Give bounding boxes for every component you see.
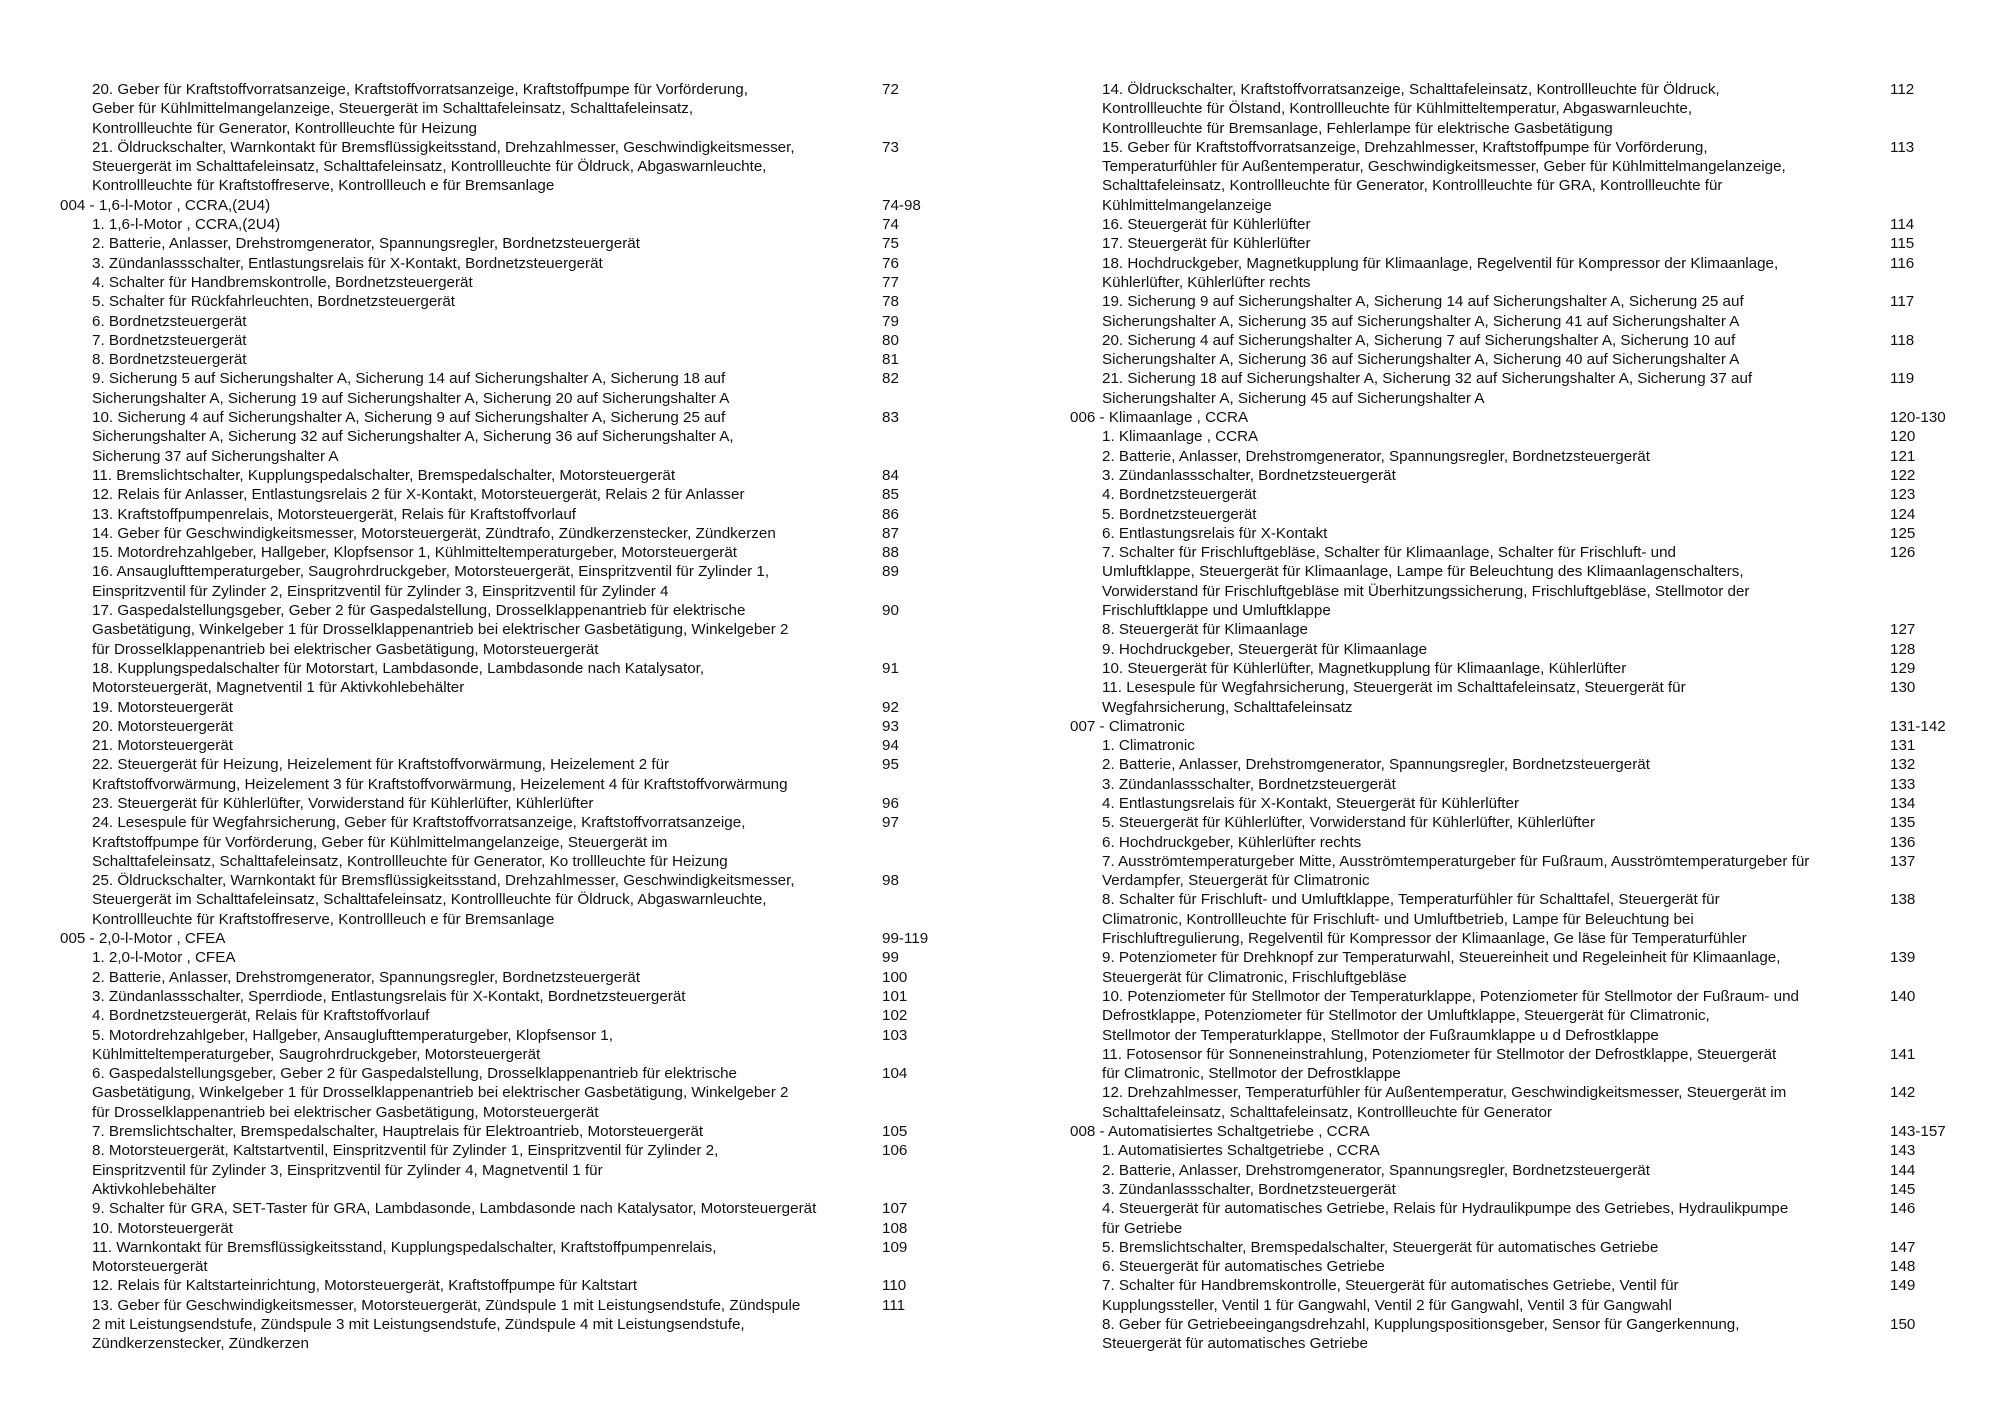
entry-title: 10. Steuergerät für Kühlerlüfter, Magnetkupplung für Klimaanlage, Kühlerlüfter (1102, 659, 1627, 677)
entry-title: 3. Zündanlassschalter, Sperrdiode, Entlastungsrelais für X-Kontakt, Bordnetzsteuergerät (92, 987, 686, 1005)
entry-title: 8. Motorsteuergerät, Kaltstartventil, Einspritzventil für Zylinder 1, Einspritzventil für Zylinder 2, Einspritzventil für Zylinder 3, Einspritzventil für Zylinder 4, Magnetventil 1 für Aktivkohlebehälter (92, 1142, 719, 1198)
section-title: 005 - 2,0-l-Motor , CFEA (60, 930, 226, 948)
entry-page-number: 108 (882, 1219, 908, 1237)
toc-entry (60, 234, 960, 253)
toc-entry (1070, 640, 1970, 659)
entry-title: 2. Batterie, Anlasser, Drehstromgenerator, Spannungsregler, Bordnetzsteuergerät (92, 968, 640, 986)
entry-title: 19. Motorsteuergerät (92, 698, 233, 716)
toc-entry (60, 698, 960, 717)
toc-entry (60, 408, 960, 466)
entry-page-number: 125 (1890, 524, 1916, 542)
entry-title: 7. Bremslichtschalter, Bremspedalschalter, Hauptrelais für Elektroantrieb, Motorsteuergerät (92, 1123, 704, 1141)
entry-title: 8. Steuergerät für Klimaanlage (1102, 621, 1308, 639)
entry-title: 11. Bremslichtschalter, Kupplungspedalschalter, Bremspedalschalter, Motorsteuergerät (92, 466, 676, 484)
entry-page-number: 73 (882, 138, 899, 156)
entry-title: 2. Batterie, Anlasser, Drehstromgenerator, Spannungsregler, Bordnetzsteuergerät (1102, 447, 1650, 465)
toc-entry (1070, 234, 1970, 253)
toc-left-column (60, 80, 960, 1354)
section-title: 007 - Climatronic (1070, 717, 1185, 735)
entry-title: 10. Motorsteuergerät (92, 1219, 233, 1237)
entry-page-number: 99 (882, 949, 899, 967)
entry-title: 4. Bordnetzsteuergerät, Relais für Kraftstoffvorlauf (92, 1007, 430, 1025)
section-page-range: 74-98 (882, 196, 921, 214)
entry-title: 7. Ausströmtemperaturgeber Mitte, Ausströmtemperaturgeber für Fußraum, Ausströmtemperaturgeber für Verdampfer, Steuergerät für Climatronic (1102, 852, 1810, 890)
entry-page-number: 127 (1890, 621, 1916, 639)
entry-page-number: 76 (882, 254, 899, 272)
entry-page-number: 106 (882, 1142, 908, 1160)
entry-title: 21. Motorsteuergerät (92, 737, 233, 755)
entry-title: 2. Batterie, Anlasser, Drehstromgenerator, Spannungsregler, Bordnetzsteuergerät (1102, 756, 1650, 774)
entry-page-number: 149 (1890, 1277, 1916, 1295)
entry-title: 3. Zündanlassschalter, Bordnetzsteuergerät (1102, 1180, 1396, 1198)
entry-page-number: 75 (882, 235, 899, 253)
section-page-range: 143-157 (1890, 1123, 1946, 1141)
toc-entry (1070, 890, 1970, 948)
entry-title: 9. Sicherung 5 auf Sicherungshalter A, Sicherung 14 auf Sicherungshalter A, Sicherung 18 auf Sicherungshalter A, Sicherung 19 auf Sicherungshalter A, Sicherung 20 auf Sicherungshalter A (92, 370, 730, 407)
entry-page-number: 101 (882, 987, 908, 1005)
entry-title: 5. Bordnetzsteuergerät (1102, 505, 1257, 523)
toc-entry (60, 794, 960, 813)
entry-title: 12. Relais für Kaltstarteinrichtung, Motorsteuergerät, Kraftstoffpumpe für Kaltstart (92, 1277, 638, 1295)
toc-entry (60, 1238, 960, 1277)
entry-page-number: 93 (882, 717, 899, 735)
toc-entry (60, 369, 960, 408)
entry-page-number: 133 (1890, 775, 1916, 793)
entry-page-number: 115 (1890, 235, 1915, 253)
entry-page-number: 129 (1890, 659, 1916, 677)
toc-entry (60, 1122, 960, 1141)
entry-page-number: 78 (882, 293, 899, 311)
toc-entry (1070, 833, 1970, 852)
toc-entry (1070, 138, 1970, 215)
entry-title: 5. Motordrehzahlgeber, Hallgeber, Ansauglufttemperaturgeber, Klopfsensor 1, Kühlmitteltemperaturgeber, Saugrohrdruckgeber, Motorsteuergerät (92, 1026, 613, 1063)
toc-entry (60, 505, 960, 524)
entry-title: 3. Zündanlassschalter, Bordnetzsteuergerät (1102, 775, 1396, 793)
toc-entry (1070, 736, 1970, 755)
toc-entry (1070, 813, 1970, 832)
entry-page-number: 113 (1890, 138, 1915, 156)
toc-entry (1070, 543, 1970, 620)
toc-entry (1070, 215, 1970, 234)
toc-entry (60, 813, 960, 871)
entry-page-number: 134 (1890, 794, 1916, 812)
entry-page-number: 135 (1890, 814, 1916, 832)
toc-entry (1070, 1141, 1970, 1160)
toc-entry (60, 543, 960, 562)
entry-title: 6. Entlastungsrelais für X-Kontakt (1102, 524, 1328, 542)
entry-title: 14. Öldruckschalter, Kraftstoffvorratsanzeige, Schalttafeleinsatz, Kontrollleuchte für Öldruck, Kontrollleuchte für Ölstand, Kontrollleuchte für Kühlmitteltemperatur, Abgaswarnleuchte, Kontrollleuchte für Bremsanlage, Fehlerlampe für elektrische Gasbetätigung (1102, 81, 1720, 137)
toc-entry (1070, 794, 1970, 813)
entry-title: 12. Relais für Anlasser, Entlastungsrelais 2 für X-Kontakt, Motorsteuergerät, Relais 2 für Anlasser (92, 486, 745, 504)
entry-page-number: 144 (1890, 1161, 1916, 1179)
toc-entry (1070, 852, 1970, 891)
entry-page-number: 119 (1890, 370, 1915, 388)
entry-page-number: 91 (882, 659, 899, 677)
entry-title: 25. Öldruckschalter, Warnkontakt für Bremsflüssigkeitsstand, Drehzahlmesser, Geschwindigkeitsmesser, Steuergerät im Schalttafeleinsatz, Schalttafeleinsatz, Kontrollleuchte für Öldruck, Abgaswarnleuchte, Kontrollleuchte für Kraftstoffreserve, Kontrollleuch e für Bremsanlage (92, 872, 795, 928)
entry-page-number: 150 (1890, 1316, 1916, 1333)
toc-entry (60, 736, 960, 755)
entry-page-number: 74 (882, 216, 899, 234)
section-title: 006 - Klimaanlage , CCRA (1070, 409, 1249, 427)
toc-entry (60, 312, 960, 331)
entry-page-number: 130 (1890, 679, 1916, 697)
entry-title: 18. Kupplungspedalschalter für Motorstart, Lambdasonde, Lambdasonde nach Katalysator, Motorsteuergerät, Magnetventil 1 für Aktivkohlebehälter (92, 659, 705, 697)
toc-entry (60, 80, 960, 138)
entry-title: 17. Gaspedalstellungsgeber, Geber 2 für Gaspedalstellung, Drosselklappenantrieb für elektrische Gasbetätigung, Winkelgeber 1 für Drosselklappenantrieb bei elektrischer Gasbetätigung, Winkelgeber 2 für Drosselklappenantrieb bei elektrischer Gasbetätigung, Motorsteuergerät (92, 602, 789, 658)
toc-entry (60, 968, 960, 987)
toc-section-heading (1070, 408, 1970, 427)
entry-title: 8. Schalter für Frischluft- und Umluftklappe, Temperaturfühler für Schalttafel, Steuergerät für Climatronic, Kontrollleuchte für Frischluft- und Umluftbetrieb, Lampe für Beleuchtung bei Frischluftregulierung, Regelventil für Kompressor der Klimaanlage, Ge läse für Temperaturfühler (1102, 891, 1747, 948)
entry-title: 17. Steuergerät für Kühlerlüfter (1102, 235, 1311, 253)
toc-entry (60, 948, 960, 967)
toc-entry (1070, 466, 1970, 485)
entry-title: 6. Hochdruckgeber, Kühlerlüfter rechts (1102, 833, 1362, 851)
entry-page-number: 100 (882, 968, 908, 986)
toc-entry (60, 1141, 960, 1199)
toc-entry (1070, 427, 1970, 446)
entry-title: 6. Gaspedalstellungsgeber, Geber 2 für Gaspedalstellung, Drosselklappenantrieb für elektrische Gasbetätigung, Winkelgeber 1 für Drosselklappenantrieb bei elektrischer Gasbetätigung, Winkelgeber 2 für Drosselklappenantrieb bei elektrischer Gasbetätigung, Motorsteuergerät (92, 1065, 789, 1121)
toc-entry (1070, 254, 1970, 293)
entry-title: 5. Steuergerät für Kühlerlüfter, Vorwiderstand für Kühlerlüfter, Kühlerlüfter (1102, 814, 1596, 832)
entry-page-number: 146 (1890, 1200, 1916, 1218)
toc-entry (1070, 659, 1970, 678)
toc-entry (60, 1296, 960, 1354)
toc-entry (60, 562, 960, 601)
toc-entry (60, 254, 960, 273)
entry-title: 9. Hochdruckgeber, Steuergerät für Klimaanlage (1102, 640, 1428, 658)
entry-page-number: 104 (882, 1065, 908, 1083)
entry-page-number: 148 (1890, 1258, 1916, 1276)
toc-section-heading (60, 196, 960, 215)
entry-page-number: 94 (882, 737, 899, 755)
toc-right-column (1070, 80, 1970, 1354)
entry-page-number: 85 (882, 486, 899, 504)
entry-page-number: 83 (882, 409, 899, 427)
toc-entry (1070, 1257, 1970, 1276)
entry-title: 15. Motordrehzahlgeber, Hallgeber, Klopfsensor 1, Kühlmitteltemperaturgeber, Motorsteuergerät (92, 544, 737, 562)
toc-entry (60, 292, 960, 311)
entry-page-number: 82 (882, 370, 899, 388)
entry-page-number: 90 (882, 602, 899, 620)
entry-page-number: 81 (882, 351, 899, 369)
entry-title: 22. Steuergerät für Heizung, Heizelement für Kraftstoffvorwärmung, Heizelement 2 für Kraftstoffvorwärmung, Heizelement 3 für Kraftstoffvorwärmung, Heizelement 4 für Kraftstoffvorwärmung (92, 756, 788, 793)
entry-title: 13. Geber für Geschwindigkeitsmesser, Motorsteuergerät, Zündspule 1 mit Leistungsendstufe, Zündspule 2 mit Leistungsendstufe, Zündspule 3 mit Leistungsendstufe, Zündspule 4 mit Leistungsendstufe, Zündkerzenstecker, Zündkerzen (92, 1296, 801, 1353)
toc-entry (1070, 447, 1970, 466)
entry-title: 1. Automatisiertes Schaltgetriebe , CCRA (1102, 1142, 1380, 1160)
entry-title: 19. Sicherung 9 auf Sicherungshalter A, Sicherung 14 auf Sicherungshalter A, Sicherung 25 auf Sicherungshalter A, Sicherung 35 auf Sicherungshalter A, Sicherung 41 auf Sicherungshalter A (1102, 293, 1744, 330)
entry-title: 12. Drehzahlmesser, Temperaturfühler für Außentemperatur, Geschwindigkeitsmesser, Steuergerät im Schalttafeleinsatz, Schalttafeleinsatz, Kontrollleuchte für Generator (1102, 1084, 1787, 1121)
entry-page-number: 77 (882, 273, 899, 291)
entry-title: 8. Bordnetzsteuergerät (92, 351, 247, 369)
entry-page-number: 132 (1890, 756, 1916, 774)
entry-page-number: 118 (1890, 331, 1915, 349)
entry-title: 6. Steuergerät für automatisches Getriebe (1102, 1258, 1385, 1276)
toc-entry (1070, 948, 1970, 987)
entry-page-number: 117 (1890, 293, 1915, 311)
toc-entry (1070, 369, 1970, 408)
entry-title: 21. Sicherung 18 auf Sicherungshalter A, Sicherung 32 auf Sicherungshalter A, Sicherung 37 auf Sicherungshalter A, Sicherung 45 auf Sicherungshalter A (1102, 370, 1753, 407)
entry-title: 3. Zündanlassschalter, Entlastungsrelais für X-Kontakt, Bordnetzsteuergerät (92, 254, 603, 272)
section-page-range: 131-142 (1890, 717, 1946, 735)
toc-section-heading (1070, 717, 1970, 736)
toc-entry (60, 524, 960, 543)
entry-page-number: 114 (1890, 216, 1915, 234)
entry-page-number: 103 (882, 1026, 908, 1044)
toc-entry (1070, 331, 1970, 370)
toc-entry (1070, 678, 1970, 717)
toc-entry (60, 215, 960, 234)
toc-entry (60, 1026, 960, 1065)
entry-title: 23. Steuergerät für Kühlerlüfter, Vorwiderstand für Kühlerlüfter, Kühlerlüfter (92, 794, 594, 812)
entry-page-number: 122 (1890, 466, 1916, 484)
entry-title: 9. Potenziometer für Drehknopf zur Temperaturwahl, Steuereinheit und Regeleinheit für Klimaanlage, Steuergerät für Climatronic, Frischluftgebläse (1102, 949, 1781, 986)
entry-title: 8. Geber für Getriebeeingangsdrehzahl, Kupplungspositionsgeber, Sensor für Gangerkennung, Steuergerät für automatisches Getriebe (1102, 1316, 1740, 1353)
entry-title: 20. Geber für Kraftstoffvorratsanzeige, Kraftstoffvorratsanzeige, Kraftstoffpumpe für Vorförderung, Geber für Kühlmittelmangelanzeige, Steuergerät im Schalttafeleinsatz, Schalttafeleinsatz, Kontrollleuchte für Generator, Kontrollleuchte für Heizung (92, 81, 748, 137)
toc-entry (60, 717, 960, 736)
entry-page-number: 131 (1890, 737, 1916, 755)
entry-page-number: 126 (1890, 544, 1916, 562)
entry-page-number: 143 (1890, 1142, 1916, 1160)
entry-title: 1. 2,0-l-Motor , CFEA (92, 949, 236, 967)
entry-title: 3. Zündanlassschalter, Bordnetzsteuergerät (1102, 466, 1396, 484)
toc-section-heading (60, 929, 960, 948)
entry-title: 16. Steuergerät für Kühlerlüfter (1102, 216, 1311, 234)
toc-entry (60, 659, 960, 698)
toc-entry (60, 331, 960, 350)
entry-page-number: 87 (882, 524, 899, 542)
entry-page-number: 139 (1890, 949, 1916, 967)
entry-title: 4. Steuergerät für automatisches Getriebe, Relais für Hydraulikpumpe des Getriebes, Hydraulikpumpe für Getriebe (1102, 1200, 1789, 1237)
entry-page-number: 97 (882, 814, 899, 832)
toc-entry (1070, 1238, 1970, 1257)
entry-page-number: 140 (1890, 987, 1916, 1005)
entry-title: 1. Klimaanlage , CCRA (1102, 428, 1259, 446)
toc-entry (1070, 292, 1970, 331)
toc-entry (1070, 1199, 1970, 1238)
entry-page-number: 89 (882, 563, 899, 581)
entry-page-number: 112 (1890, 81, 1915, 98)
entry-page-number: 142 (1890, 1084, 1916, 1102)
entry-page-number: 79 (882, 312, 899, 330)
entry-page-number: 96 (882, 794, 899, 812)
entry-title: 15. Geber für Kraftstoffvorratsanzeige, Drehzahlmesser, Kraftstoffpumpe für Vorförderung, Temperaturfühler für Außentemperatur, Geschwindigkeitsmesser, Geber für Kühlmittelmangelanzeige, Schalttafeleinsatz, Kontrollleuchte für Generator, Kontrollleuchte für GRA, Kontrollleuchte für Kühlmittelmangelanzeige (1102, 138, 1786, 214)
entry-title: 1. Climatronic (1102, 737, 1195, 755)
entry-title: 1. 1,6-l-Motor , CCRA,(2U4) (92, 216, 281, 234)
entry-page-number: 84 (882, 466, 899, 484)
toc-entry (1070, 1083, 1970, 1122)
entry-title: 11. Fotosensor für Sonneneinstrahlung, Potenziometer für Stellmotor der Defrostklappe, Steuergerät für Climatronic, Stellmotor der Defrostklappe (1102, 1045, 1777, 1083)
entry-page-number: 95 (882, 756, 899, 774)
entry-page-number: 141 (1890, 1045, 1916, 1063)
entry-title: 9. Schalter für GRA, SET-Taster für GRA, Lambdasonde, Lambdasonde nach Katalysator, Motorsteuergerät (92, 1200, 817, 1218)
entry-title: 2. Batterie, Anlasser, Drehstromgenerator, Spannungsregler, Bordnetzsteuergerät (1102, 1161, 1650, 1179)
toc-entry (60, 755, 960, 794)
toc-entry (60, 871, 960, 929)
entry-page-number: 123 (1890, 486, 1916, 504)
toc-entry (1070, 485, 1970, 504)
entry-page-number: 121 (1890, 447, 1916, 465)
toc-entry (1070, 1315, 1970, 1354)
entry-title: 2. Batterie, Anlasser, Drehstromgenerator, Spannungsregler, Bordnetzsteuergerät (92, 235, 640, 253)
toc-entry (1070, 620, 1970, 639)
entry-title: 16. Ansauglufttemperaturgeber, Saugrohrdruckgeber, Motorsteuergerät, Einspritzventil für Zylinder 1, Einspritzventil für Zylinder 2, Einspritzventil für Zylinder 3, Einspritzventil für Zylinder 4 (92, 563, 770, 600)
entry-title: 5. Bremslichtschalter, Bremspedalschalter, Steuergerät für automatisches Getriebe (1102, 1238, 1659, 1256)
toc-entry (60, 485, 960, 504)
entry-title: 7. Schalter für Handbremskontrolle, Steuergerät für automatisches Getriebe, Ventil für Kupplungssteller, Ventil 1 für Gangwahl, Ventil 2 für Gangwahl, Ventil 3 für Gangwahl (1102, 1277, 1679, 1314)
toc-entry (60, 466, 960, 485)
entry-title: 6. Bordnetzsteuergerät (92, 312, 247, 330)
entry-page-number: 128 (1890, 640, 1916, 658)
entry-page-number: 92 (882, 698, 899, 716)
entry-page-number: 105 (882, 1123, 908, 1141)
entry-title: 10. Potenziometer für Stellmotor der Temperaturklappe, Potenziometer für Stellmotor der Fußraum- und Defrostklappe, Potenziometer für Stellmotor der Umluftklappe, Steuergerät für Climatronic, Stellmotor der Temperaturklappe, Stellmotor der Fußraumklappe u d Defrostklappe (1102, 987, 1799, 1044)
entry-page-number: 110 (882, 1277, 907, 1295)
entry-title: 4. Entlastungsrelais für X-Kontakt, Steuergerät für Kühlerlüfter (1102, 794, 1520, 812)
toc-entry (1070, 1045, 1970, 1084)
entry-page-number: 88 (882, 544, 899, 562)
entry-page-number: 145 (1890, 1180, 1916, 1198)
entry-title: 13. Kraftstoffpumpenrelais, Motorsteuergerät, Relais für Kraftstoffvorlauf (92, 505, 576, 523)
entry-page-number: 120 (1890, 428, 1916, 446)
entry-page-number: 111 (882, 1296, 906, 1314)
entry-page-number: 136 (1890, 833, 1916, 851)
toc-entry (60, 273, 960, 292)
toc-entry (60, 1064, 960, 1122)
toc-entry (60, 601, 960, 659)
entry-title: 14. Geber für Geschwindigkeitsmesser, Motorsteuergerät, Zündtrafo, Zündkerzenstecker, Zündkerzen (92, 524, 776, 542)
entry-title: 7. Bordnetzsteuergerät (92, 331, 247, 349)
section-title: 008 - Automatisiertes Schaltgetriebe , CCRA (1070, 1123, 1370, 1141)
toc-entry (60, 1276, 960, 1295)
toc-entry (1070, 524, 1970, 543)
section-page-range: 120-130 (1890, 409, 1946, 427)
entry-title: 7. Schalter für Frischluftgebläse, Schalter für Klimaanlage, Schalter für Frischluft- und Umluftklappe, Steuergerät für Klimaanlage, Lampe für Beleuchtung des Klimaanlagenschalters, Vorwiderstand für Frischluftgebläse mit Überhitzungssicherung, Frischluftgebläse, Stellmotor der Frischluftklappe und Umluftklappe (1102, 544, 1750, 620)
entry-page-number: 137 (1890, 852, 1916, 870)
entry-page-number: 98 (882, 872, 899, 890)
toc-entry (60, 350, 960, 369)
entry-title: 24. Lesespule für Wegfahrsicherung, Geber für Kraftstoffvorratsanzeige, Kraftstoffvorratsanzeige, Kraftstoffpumpe für Vorförderung, Geber für Kühlmittelmangelanzeige, Steuergerät im Schalttafeleinsatz, Schalttafeleinsatz, Kontrollleuchte für Generator, Ko trollleuchte für Heizung (92, 814, 746, 870)
section-title: 004 - 1,6-l-Motor , CCRA,(2U4) (60, 196, 271, 214)
entry-page-number: 116 (1890, 254, 1915, 272)
entry-page-number: 109 (882, 1238, 908, 1256)
section-page-range: 99-119 (882, 930, 929, 948)
toc-entry (1070, 775, 1970, 794)
toc-entry (60, 138, 960, 196)
entry-page-number: 138 (1890, 891, 1916, 909)
entry-title: 11. Lesespule für Wegfahrsicherung, Steuergerät im Schalttafeleinsatz, Steuergerät für Wegfahrsicherung, Schalttafeleinsatz (1102, 679, 1686, 716)
toc-entry (1070, 1161, 1970, 1180)
toc-entry (1070, 1180, 1970, 1199)
entry-page-number: 102 (882, 1007, 908, 1025)
entry-title: 20. Sicherung 4 auf Sicherungshalter A, Sicherung 7 auf Sicherungshalter A, Sicherung 10 auf Sicherungshalter A, Sicherung 36 auf Sicherungshalter A, Sicherung 40 auf Sicherungshalter A (1102, 331, 1740, 369)
entry-page-number: 72 (882, 81, 899, 98)
entry-page-number: 124 (1890, 505, 1916, 523)
toc-entry (60, 987, 960, 1006)
entry-page-number: 80 (882, 331, 899, 349)
entry-title: 5. Schalter für Rückfahrleuchten, Bordnetzsteuergerät (92, 293, 456, 311)
toc-entry (60, 1219, 960, 1238)
entry-page-number: 147 (1890, 1238, 1916, 1256)
entry-page-number: 107 (882, 1200, 908, 1218)
toc-entry (1070, 1276, 1970, 1315)
entry-title: 20. Motorsteuergerät (92, 717, 233, 735)
toc-entry (1070, 80, 1970, 138)
entry-title: 21. Öldruckschalter, Warnkontakt für Bremsflüssigkeitsstand, Drehzahlmesser, Geschwindigkeitsmesser, Steuergerät im Schalttafeleinsatz, Schalttafeleinsatz, Kontrollleuchte für Öldruck, Abgaswarnleuchte, Kontrollleuchte für Kraftstoffreserve, Kontrollleuch e für Bremsanlage (92, 138, 795, 195)
entry-title: 10. Sicherung 4 auf Sicherungshalter A, Sicherung 9 auf Sicherungshalter A, Sicherung 25 auf Sicherungshalter A, Sicherung 32 auf Sicherungshalter A, Sicherung 36 auf Sicherungshalter A, Sicherung 37 auf Sicherungshalter A (92, 409, 734, 465)
entry-title: 18. Hochdruckgeber, Magnetkupplung für Klimaanlage, Regelventil für Kompressor der Klimaanlage, Kühlerlüfter, Kühlerlüfter rechts (1102, 254, 1779, 291)
entry-page-number: 86 (882, 505, 899, 523)
entry-title: 4. Bordnetzsteuergerät (1102, 486, 1257, 504)
entry-title: 4. Schalter für Handbremskontrolle, Bordnetzsteuergerät (92, 273, 473, 291)
toc-entry (60, 1006, 960, 1025)
entry-title: 11. Warnkontakt für Bremsflüssigkeitsstand, Kupplungspedalschalter, Kraftstoffpumpenrelais, Motorsteuergerät (92, 1238, 717, 1276)
toc-entry (1070, 987, 1970, 1045)
toc-entry (1070, 505, 1970, 524)
toc-entry (1070, 755, 1970, 774)
toc-entry (60, 1199, 960, 1218)
toc-section-heading (1070, 1122, 1970, 1141)
